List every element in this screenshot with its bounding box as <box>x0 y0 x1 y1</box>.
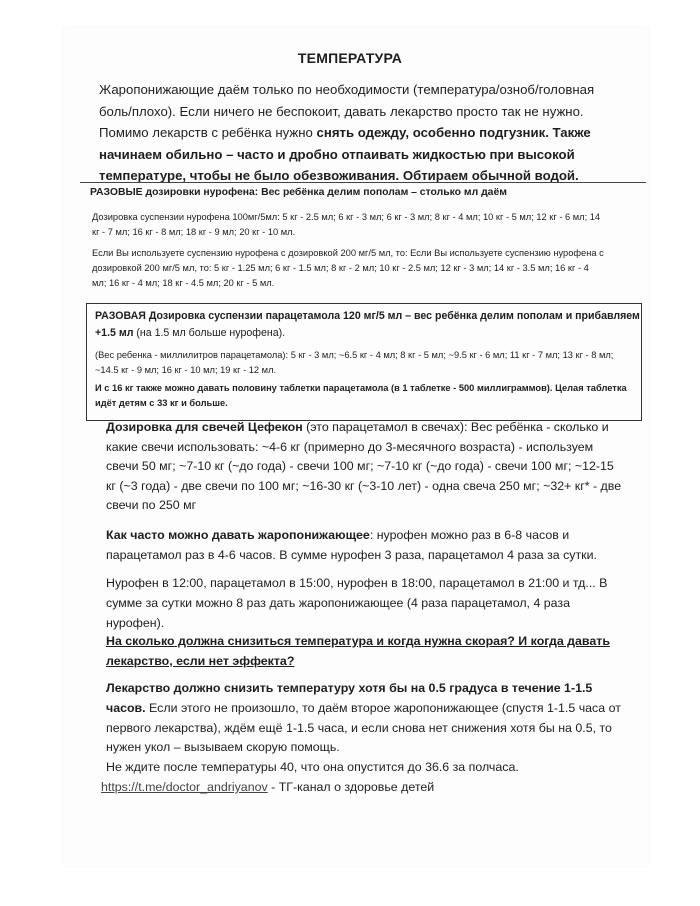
question-heading: На сколько должна снизиться температура и когда нужна скорая? И когда давать лекарство, если нет эффекта? <box>106 634 610 668</box>
answer-paragraph <box>106 679 626 778</box>
paracetamol-section <box>86 303 642 421</box>
footer-text: - ТГ-канал о здоровье детей <box>267 780 435 794</box>
paracetamol-heading-bold: РАЗОВАЯ Дозировка суспензии парацетамола 120 мг/5 мл – вес ребёнка делим пополам и прибавляем +1.5 мл <box>95 310 640 339</box>
cefekon-heading: Дозировка для свечей Цефекон <box>106 420 303 434</box>
cefekon-paragraph <box>106 418 626 516</box>
answer-text: Если этого не произошло, то даём второе жаропонижающее (спустя 1-1.5 часа от первого лекарства), ждём ещё 1-1.5 часа, и если снова нет снижения хотя бы на 0.5, то нужен укол – вызываем скорую помощь. <box>106 700 621 755</box>
intro-bold-text: снять одежду, особенно подгузник. Также начинаем обильно – часто и дробно отпаивать жидкостью при высокой температуре, чтобы не было обезвоживания. Обтираем обычной водой. <box>99 125 591 183</box>
frequency-heading: Как часто можно давать жаропонижающее <box>106 528 370 542</box>
nurofen-line-3: Если Вы используете суспензию нурофена с дозировкой 200 мг/5 мл, то: Если Вы используете суспензию нурофена с <box>92 248 604 258</box>
nurofen-line-2: кг - 7 мл; 16 кг - 8 мл; 18 кг - 9 мл; 20 кг - 10 мл. <box>92 227 296 237</box>
telegram-link[interactable]: https://t.me/doctor_andriyanov <box>101 780 268 794</box>
frequency-paragraph <box>106 526 626 566</box>
paracetamol-line-2: ~14.5 кг - 9 мл; 16 кг - 10 мл; 19 кг - 12 мл. <box>95 365 277 375</box>
answer-bold: Лекарство должно снизить температуру хотя бы на 0.5 градуса в течение 1-1.5 часов. <box>106 681 593 715</box>
intro-paragraph <box>99 79 619 187</box>
answer-note: Не ждите после температуры 40, что она опустится до 36.6 за полчаса. <box>106 760 519 775</box>
paracetamol-heading <box>95 308 643 342</box>
intro-text: Жаропонижающие даём только по необходимости (температура/озноб/головная боль/плохо). Если ничего не беспокоит, давать лекарство просто так не нужно. Помимо лекарств с ребёнка нужно <box>99 82 595 140</box>
paracetamol-heading-note: (на 1.5 мл больше нурофена). <box>133 327 286 339</box>
nurofen-line-4: дозировкой 200 мг/5 мл, то: 5 кг - 1.25 мл; 6 кг - 1.5 мл; 8 кг - 2 мл; 10 кг - 2.5 мл; 12 кг - 3 мл; 14 кг - 3.5 мл; 16 кг - 4 <box>92 263 589 273</box>
nurofen-section <box>80 182 646 293</box>
page-title: ТЕМПЕРАТУРА <box>297 50 403 66</box>
nurofen-line-1: Дозировка суспензии нурофена 100мг/5мл: 5 кг - 2.5 мл; 6 кг - 3 мл; 6 кг - 3 мл; 8 кг - 4 мл; 10 кг - 5 мл; 12 кг - 6 мл; 14 <box>92 212 601 222</box>
footer <box>101 778 621 798</box>
frequency-text: : нурофен можно раз в 6-8 часов и парацетамол раз в 4-6 часов. В сумме нурофен 3 раза, парацетамол 4 раза за сутки. <box>106 528 597 562</box>
paracetamol-line-1: (Вес ребенка - миллилитров парацетамола): 5 кг - 3 мл; ~6.5 кг - 4 мл; 8 кг - 5 мл; ~9.5 кг - 6 мл; 11 кг - 7 мл; 13 кг - 8 мл; <box>95 350 614 360</box>
nurofen-line-5: мл; 16 кг - 4 мл; 18 кг - 4.5 мл; 20 кг - 5 мл. <box>92 278 275 288</box>
paracetamol-tablet-line-2: идёт детям с 33 кг и больше. <box>95 398 228 408</box>
paracetamol-tablet-line-1: И с 16 кг также можно давать половину таблетки парацетамола (в 1 таблетке - 500 миллиграммов). Целая таблетка <box>95 383 627 393</box>
nurofen-heading: РАЗОВЫЕ дозировки нурофена: Вес ребёнка делим пополам – столько мл даём <box>90 187 507 198</box>
schedule-paragraph: Нурофен в 12:00, парацетамол в 15:00, нурофен в 18:00, парацетамол в 21:00 и тд... В сумме за сутки можно 8 раз дать жаропонижающее (4 раза парацетамол, 4 раза нурофен). <box>106 576 608 630</box>
cefekon-text: (это парацетамол в свечах): Вес ребёнка - сколько и какие свечи использовать: ~4-6 кг (примерно до 3-месячного возраста) - используем свечи 50 мг; ~7-10 кг (~до года) - свечи 100 мг; ~7-10 кг (~до года) - свечи 100 мг; ~12-15 кг (~3 года) - две свечи по 100 мг; ~16-30 кг (~3-10 лет) - одна свеча 250 мг; ~32+ кг* - две свечи по 250 мг <box>106 420 622 512</box>
